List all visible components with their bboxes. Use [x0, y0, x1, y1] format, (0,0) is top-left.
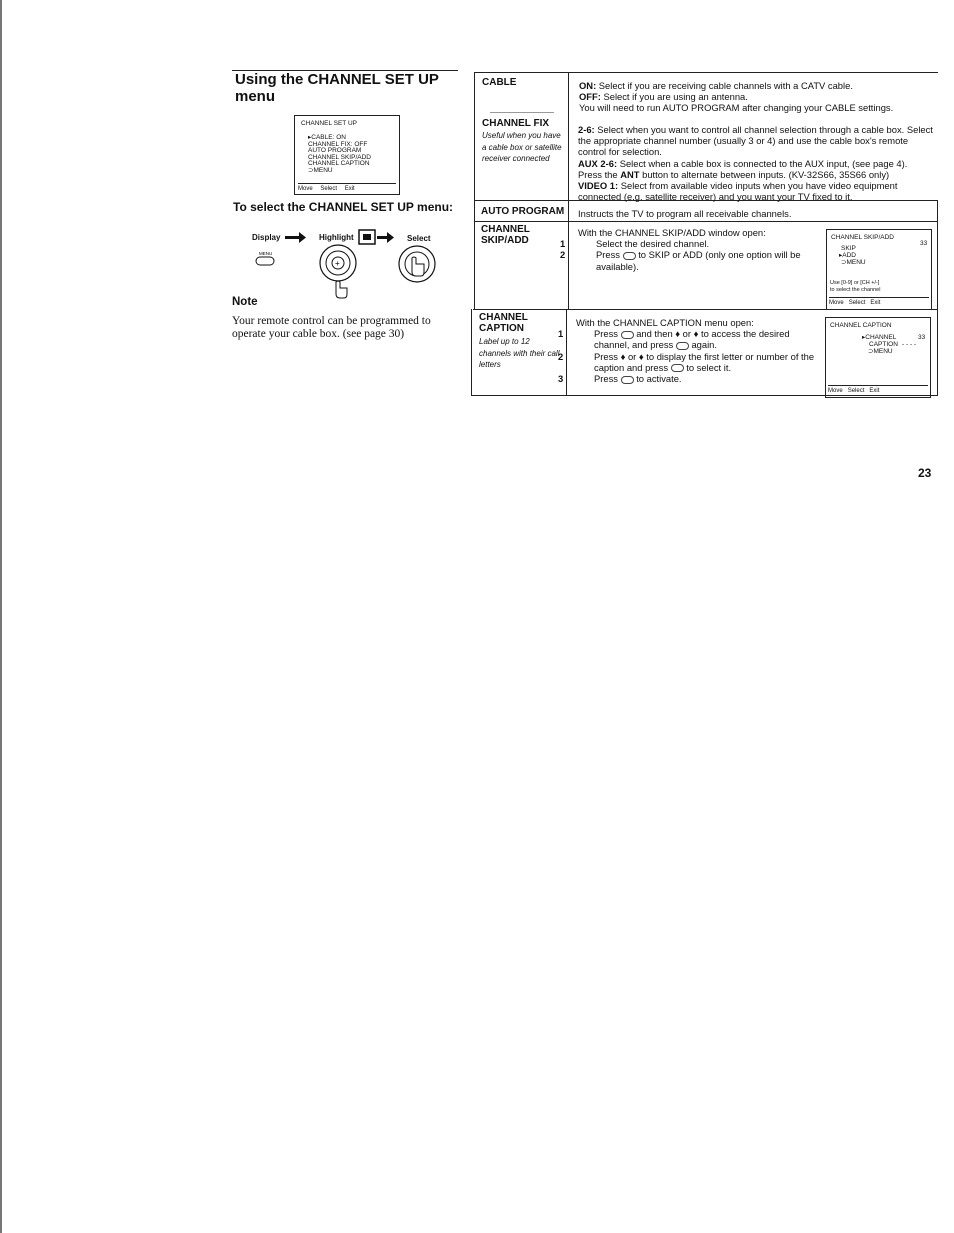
caption-intro: With the CHANNEL CAPTION menu open: — [576, 317, 754, 328]
skip-option: SKIP — [841, 245, 856, 252]
screen-item: CHANNEL FIX: OFF — [308, 140, 368, 148]
skip-add-hint2: to select the channel — [830, 287, 881, 293]
footer-exit: Exit — [869, 388, 880, 394]
caption-step3a: Press — [594, 373, 618, 385]
caption-step3b: to activate. — [636, 373, 682, 385]
screen-footer — [298, 183, 396, 193]
footer-exit: Exit — [870, 300, 881, 306]
select-button-icon — [671, 364, 684, 372]
fix-aux-text-2: button to alternate between inputs. (KV-32S66, 35S66 only) — [642, 168, 890, 180]
remote-buttons-illustration — [250, 228, 450, 300]
page-number: 23 — [918, 466, 932, 480]
channel-fix-subtext: Useful when you have a cable box or satellite receiver connected — [482, 131, 562, 163]
fix-26-label: 2-6: — [578, 124, 595, 135]
skip-add-hint1: Use [0-9] or [CH +/-] — [830, 280, 880, 286]
caption-screen-header: CHANNEL CAPTION — [830, 322, 892, 329]
menu-button-label: MENU — [259, 251, 273, 256]
page-edge — [0, 0, 2, 1233]
caption-value: - - - - — [902, 341, 917, 348]
screen-item: ▸CABLE: ON — [308, 134, 346, 141]
cable-off-label: OFF: — [579, 91, 601, 103]
step-number: 1 — [558, 328, 564, 340]
screen-items — [308, 135, 371, 174]
select-button-icon — [621, 376, 634, 384]
skip-add-channel-number: 33 — [920, 240, 928, 247]
step-number: 1 — [560, 238, 566, 250]
channel-setup-screen — [294, 115, 400, 195]
caption-step2: Press ♦ or ♦ to display the first letter or number of the caption and press — [594, 350, 815, 373]
menu-option: ⊃MENU — [868, 348, 893, 355]
joystick-move-icon — [359, 230, 375, 244]
skip-add-step1: Select the desired channel. — [596, 238, 710, 250]
footer-move: Move — [828, 388, 843, 394]
hand-pointer-icon — [336, 281, 347, 298]
screen-item: CHANNEL SKIP/ADD — [308, 153, 371, 161]
caption-description — [558, 317, 816, 385]
fix-26-text: Select when you want to control all channel selection through a cable box. Select the appropriate channel number (usually 3 or 4) and use the cable box's remote control for selection. — [578, 124, 933, 158]
auto-program-text: Instructs the TV to program all receivable channels. — [578, 208, 792, 219]
arrow-right-icon — [377, 232, 394, 243]
note-text: Your remote control can be programmed to operate your cable box. (see page 30) — [232, 315, 431, 340]
caption-subtext: Label up to 12 channels with their call letters — [479, 337, 560, 369]
menu-button-icon — [256, 257, 274, 265]
page-title: Using the CHANNEL SET UP menu — [235, 71, 439, 105]
note-heading: Note — [232, 296, 258, 308]
skip-add-step2b: to SKIP or ADD (only one option will be available). — [596, 249, 801, 272]
select-button-icon — [676, 342, 689, 350]
step-display: Display — [252, 233, 281, 242]
cable-label: CABLE — [482, 77, 517, 88]
caption-label: CHANNEL CAPTION — [479, 312, 528, 334]
cable-note: You will need to run AUTO PROGRAM after changing your CABLE settings. — [579, 102, 894, 114]
channel-fix-label: CHANNEL FIX — [482, 118, 550, 129]
fix-aux-text: Select when a cable box is connected to the AUX input, (see page 4). Press the — [578, 157, 908, 180]
footer-move: Move — [829, 300, 844, 306]
joystick-press-icon — [399, 246, 435, 282]
step-number: 2 — [560, 249, 566, 261]
caption-step1a: Press — [594, 328, 618, 340]
step-highlight: Highlight — [319, 233, 354, 242]
fix-video-text: Select from available video inputs when you have video equipment connected (e.g. satellite receiver) and you want your TV fixed to it. — [578, 180, 898, 203]
caption-screen-footer — [828, 385, 928, 395]
caption-step1c: again. — [691, 339, 717, 351]
fix-video-label: VIDEO 1: — [578, 180, 619, 192]
auto-program-label: AUTO PROGRAM — [481, 206, 565, 217]
select-button-icon — [623, 252, 636, 260]
skip-add-intro: With the CHANNEL SKIP/ADD window open: — [578, 227, 766, 238]
skip-add-label: CHANNEL SKIP/ADD — [481, 224, 530, 246]
footer-select: Select — [847, 388, 865, 394]
footer-select: Select — [848, 300, 866, 306]
skip-add-screen-header: CHANNEL SKIP/ADD — [831, 234, 894, 241]
menu-option: ⊃MENU — [841, 259, 866, 266]
cable-on-label: ON: — [579, 80, 597, 91]
footer-move: Move — [298, 185, 313, 192]
channel-option: ▸CHANNEL — [862, 334, 897, 341]
screen-item: ⊃MENU — [308, 166, 333, 174]
screen-header: CHANNEL SET UP — [301, 120, 357, 127]
caption-step1b: and then ♦ or ♦ to access the desired channel, and press — [594, 328, 790, 351]
step-number: 3 — [558, 373, 564, 385]
skip-add-screen — [826, 229, 932, 310]
select-button-icon — [621, 331, 634, 339]
caption-option: CAPTION — [869, 341, 898, 348]
fix-aux-label: AUX 2-6: — [578, 157, 618, 169]
caption-screen — [825, 317, 931, 398]
footer-select: Select — [320, 185, 338, 192]
subheading: To select the CHANNEL SET UP menu: — [233, 200, 454, 214]
add-option: ▸ADD — [839, 252, 856, 259]
screen-item: AUTO PROGRAM — [308, 147, 362, 154]
skip-add-screen-footer — [829, 297, 929, 307]
cable-on-text: Select if you are receiving cable channels with a CATV cable. — [598, 80, 853, 91]
caption-channel-number: 33 — [918, 334, 926, 341]
caption-step2b: to select it. — [686, 361, 732, 373]
cable-off-text: Select if you are using an antenna. — [603, 91, 748, 103]
channel-fix-description — [578, 124, 933, 202]
skip-add-description — [560, 227, 818, 272]
footer-exit: Exit — [344, 185, 355, 192]
joystick-icon — [320, 245, 356, 281]
skip-add-step2a: Press — [596, 249, 620, 261]
arrow-right-icon — [285, 232, 306, 243]
step-number: 2 — [558, 350, 564, 362]
step-select: Select — [407, 234, 431, 243]
cable-description — [579, 80, 934, 114]
svg-text:+: + — [335, 259, 340, 268]
screen-item: CHANNEL CAPTION — [308, 160, 370, 167]
fix-ant: ANT — [620, 168, 640, 180]
